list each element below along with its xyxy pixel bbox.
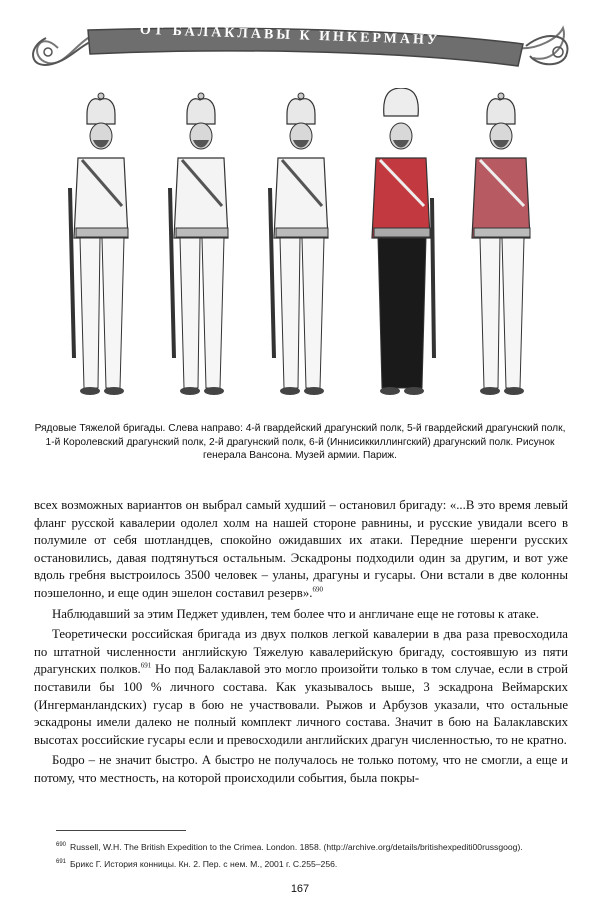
paragraph: Бодро – не значит быстро. А быстро не получалось не только потому, что не смогли, а еще и потому, что местность, на которой происходили события, была покры- [34,753,568,785]
caption-line: Рядовые Тяжелой бригады. Слева направо: 4-й гвардейский драгунский полк, 5-й гвардейский драгунский полк, [34,423,566,434]
figure-caption [30,422,570,463]
footnote-ref[interactable]: 691 [140,662,152,671]
paragraph: Теоретически российская бригада из двух полков легкой кавалерии в два раза превосходила по штатной численности английскую Тяжелую кавалерийскую бригаду, состоявшую из пяти драгунских полков.$^{691}$ Но под Балаклавой это могло произойти только в том случае, если в строй поставили бы 100 % личного состава. Как указывалось выше, 3 эскадрона Веймарских (Ингерманландских) гусар в бою не участвовали. Рыжов и Арбузов указали, что остальные эскадроны имели далеко не полный комплект личного состава. Значит в бою на Балаклавских высотах российские гусары если и превосходили английских драгун численностью, то не кратно. [34,627,568,747]
caption-line: 1-й Королевский драгунский полк, 2-й драгунский полк, 6-й (Иннисиккиллингский) драгунский полк. Рисунок [45,436,555,448]
footnote [56,855,556,872]
footnote-number: 690 [56,842,67,848]
footnote-ref[interactable]: 690 [312,585,323,594]
soldier-figure [472,93,530,395]
paragraph: Наблюдавший за этим Педжет удивлен, тем более что и англичане еще не готовы к атаке. [52,606,539,621]
page-number: 167 [290,883,310,895]
running-header-title: ОТ БАЛАКЛАВЫ К ИНКЕРМАНУ [139,22,441,49]
caption-line: генерала Вансона. Музей армии. Париж. [203,450,397,461]
footnote-number: 691 [56,858,67,865]
soldiers-illustration [40,88,560,418]
footnotes [56,838,556,872]
paragraph: всех возможных вариантов он выбрал самый худший – остановил бригаду: «...В это время левый фланг русской кавалерии одолел холм на нашей стороне равнины, и русские увидали всего в полумиле от себя шотландцев, спокойно ожидавших их атаки. Передние шеренги русских остановились, давая подтянуться остальным. Эскадроны подходили один за другим, и вот уже вдоль гребня выстроилось 3500 человек – уланы, драгуны и гусары. Они встали в две колонны поэшелонно, и еще один эшелон составил резерв».$^{690}$ [34,498,568,600]
footnote-text: Russell, W.H. The British Expedition to the Crimea. London. 1858. (http://archive.org/details/britishexpediti00russgoog). [70,841,523,852]
footnote-text: Брикс Г. История конницы. Кн. 2. Пер. с нем. М., 2001 г. С.255–256. [70,858,338,869]
footnote [56,838,556,855]
soldier-figure [372,88,434,395]
footnote-divider [56,830,186,831]
body-text [34,497,568,791]
soldier-figure [70,93,128,395]
